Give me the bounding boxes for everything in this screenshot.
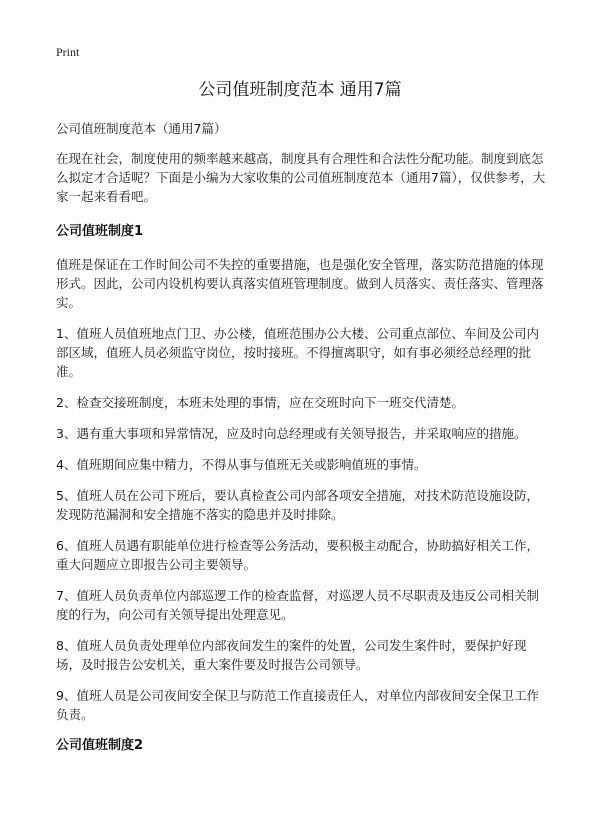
rule-item: 1、值班人员值班地点门卫、办公楼，值班范围办公大楼、公司重点部位、车间及公司内部区域，值班人员必须监守岗位，按时接班。不得擅离职守，如有事必须经总经理的批准。 [56, 326, 539, 379]
rule-item: 7、值班人员负责单位内部巡逻工作的检查监督，对巡逻人员不尽职责及违反公司相关制度的行为，向公司有关领导提出处理意见。 [56, 588, 539, 622]
rule-item: 9、值班人员是公司夜间安全保卫与防范工作直接责任人，对单位内部夜间安全保卫工作负责。 [56, 688, 539, 722]
rule-item: 5、值班人员在公司下班后，要认真检查公司内部各项安全措施，对技术防范设施设防，发现防范漏洞和安全措施不落实的隐患并及时排除。 [56, 488, 539, 522]
rule-item: 2、检查交接班制度，本班未处理的事情，应在交班时向下一班交代清楚。 [56, 395, 464, 410]
intro-paragraph: 在现在社会，制度使用的频率越来越高，制度具有合理性和合法性分配功能。制度到底怎么拟定才合适呢？下面是小编为大家收集的公司值班制度范本（通用7篇），仅供参考，大家一起来看看吧。 [56, 151, 546, 204]
rule-item: 4、值班期间应集中精力，不得从事与值班无关或影响值班的事情。 [56, 457, 427, 472]
rule-item: 8、值班人员负责处理单位内部夜间发生的案件的处置，公司发生案件时，要保护好现场，及时报告公安机关，重大案件要及时报告公司领导。 [56, 638, 527, 672]
page-title: 公司值班制度范本 通用7篇 [198, 80, 402, 100]
document-body [56, 119, 550, 769]
rule-item: 6、值班人员遇有职能单位进行检查等公务活动，要积极主动配合，协助搞好相关工作，重大问题应立即报告公司主要领导。 [56, 538, 539, 572]
section-heading-2: 公司值班制度2 [56, 738, 144, 753]
rule-item: 3、遇有重大事项和异常情况，应及时向总经理或有关领导报告，并采取响应的措施。 [56, 426, 527, 441]
section-heading-1: 公司值班制度1 [56, 224, 144, 239]
document-subtitle: 公司值班制度范本（通用7篇） [56, 121, 227, 136]
print-link[interactable]: Print [56, 45, 80, 59]
section-1-lead-paragraph: 值班是保证在工作时间公司不失控的重要措施，也是强化安全管理，落实防范措施的体现形式。因此，公司内设机构要认真落实值班管理制度。做到人员落实、责任落实、管理落实。 [56, 257, 544, 310]
